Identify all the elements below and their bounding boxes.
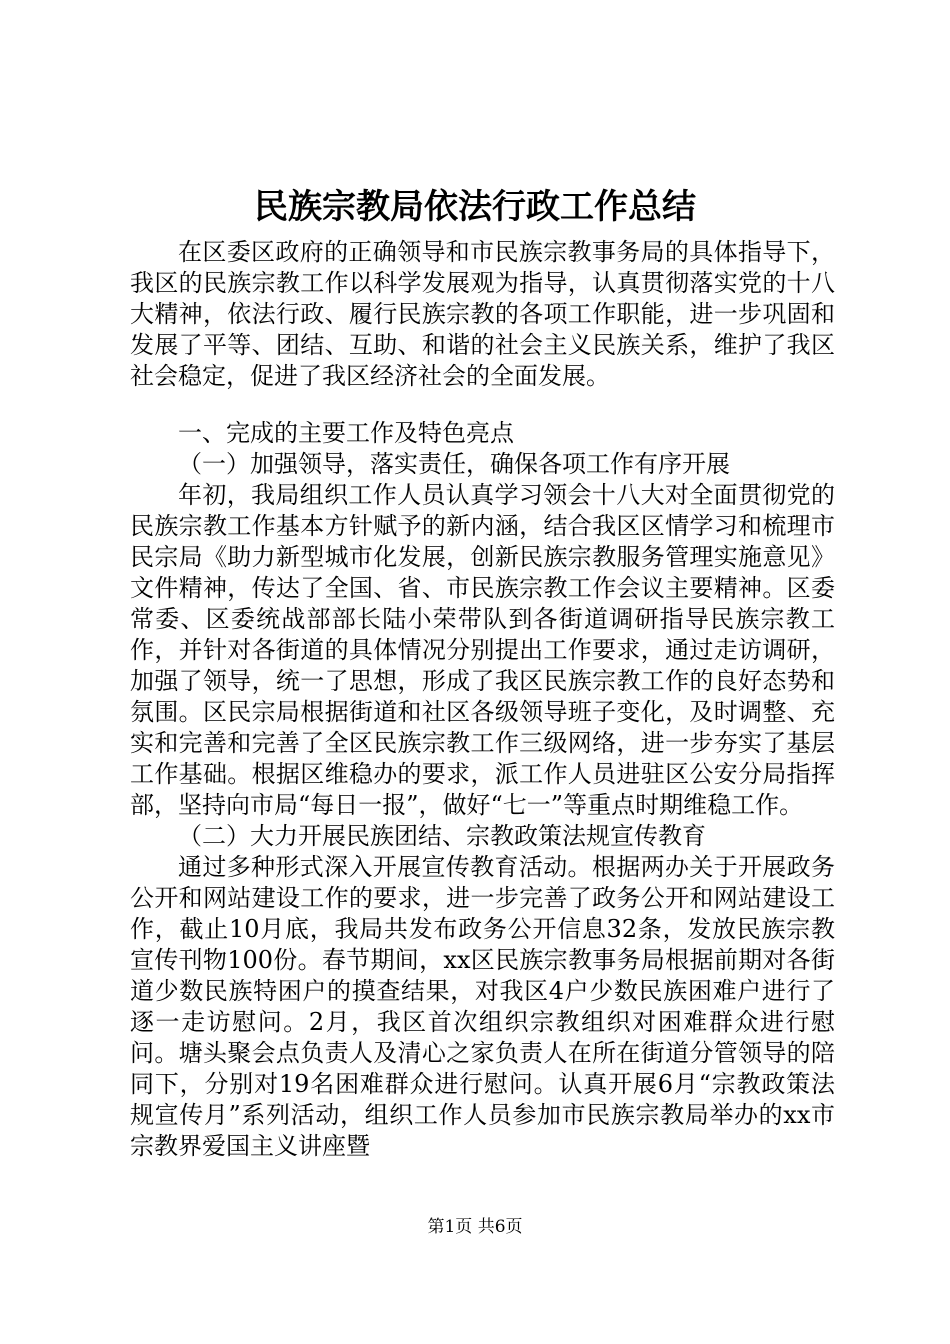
body-paragraph-2: 通过多种形式深入开展宣传教育活动。根据两办关于开展政务公开和网站建设工作的要求，进一步完善了政务公开和网站建设工作，截止10月底，我局共发布政务公开信息32条，发放民族宗教宣传刊物100份。春节期间，xx区民族宗教事务局根据前期对各街道少数民族特困户的摸查结果，对我区4户少数民族困难户进行了逐一走访慰问。2月，我区首次组织宗教组织对困难群众进行慰问。塘头聚会点负责人及清心之家负责人在所在街道分管领导的陪同下，分别对19名困难群众进行慰问。认真开展6月“宗教政策法规宣传月”系列活动，组织工作人员参加市民族宗教局举办的xx市宗教界爱国主义讲座暨 bbox=[130, 853, 835, 1160]
document-body bbox=[130, 237, 835, 1162]
document-title: 民族宗教局依法行政工作总结 bbox=[254, 187, 696, 227]
subsection-heading-1: （一）加强领导，落实责任，确保各项工作有序开展 bbox=[178, 450, 730, 478]
subsection-heading-2: （二）大力开展民族团结、宗教政策法规宣传教育 bbox=[178, 822, 706, 850]
page-footer: 第1页 共6页 bbox=[427, 1217, 523, 1237]
section-heading-1: 一、完成的主要工作及特色亮点 bbox=[178, 419, 514, 447]
body-paragraph-1: 年初，我局组织工作人员认真学习领会十八大对全面贯彻党的民族宗教工作基本方针赋予的新内涵，结合我区区情学习和梳理市民宗局《助力新型城市化发展，创新民族宗教服务管理实施意见》文件精神，传达了全国、省、市民族宗教工作会议主要精神。区委常委、区委统战部部长陆小荣带队到各街道调研指导民族宗教工作，并针对各街道的具体情况分别提出工作要求，通过走访调研，加强了领导，统一了思想，形成了我区民族宗教工作的良好态势和氛围。区民宗局根据街道和社区各级领导班子变化，及时调整、充实和完善和完善了全区民族宗教工作三级网络，进一步夯实了基层工作基础。根据区维稳办的要求，派工作人员进驻区公安分局指挥部，坚持向市局“每日一报”，做好“七一”等重点时期维稳工作。 bbox=[130, 481, 835, 819]
intro-paragraph: 在区委区政府的正确领导和市民族宗教事务局的具体指导下，我区的民族宗教工作以科学发展观为指导，认真贯彻落实党的十八大精神，依法行政、履行民族宗教的各项工作职能，进一步巩固和发展了平等、团结、互助、和谐的社会主义民族关系，维护了我区社会稳定，促进了我区经济社会的全面发展。 bbox=[130, 238, 835, 390]
